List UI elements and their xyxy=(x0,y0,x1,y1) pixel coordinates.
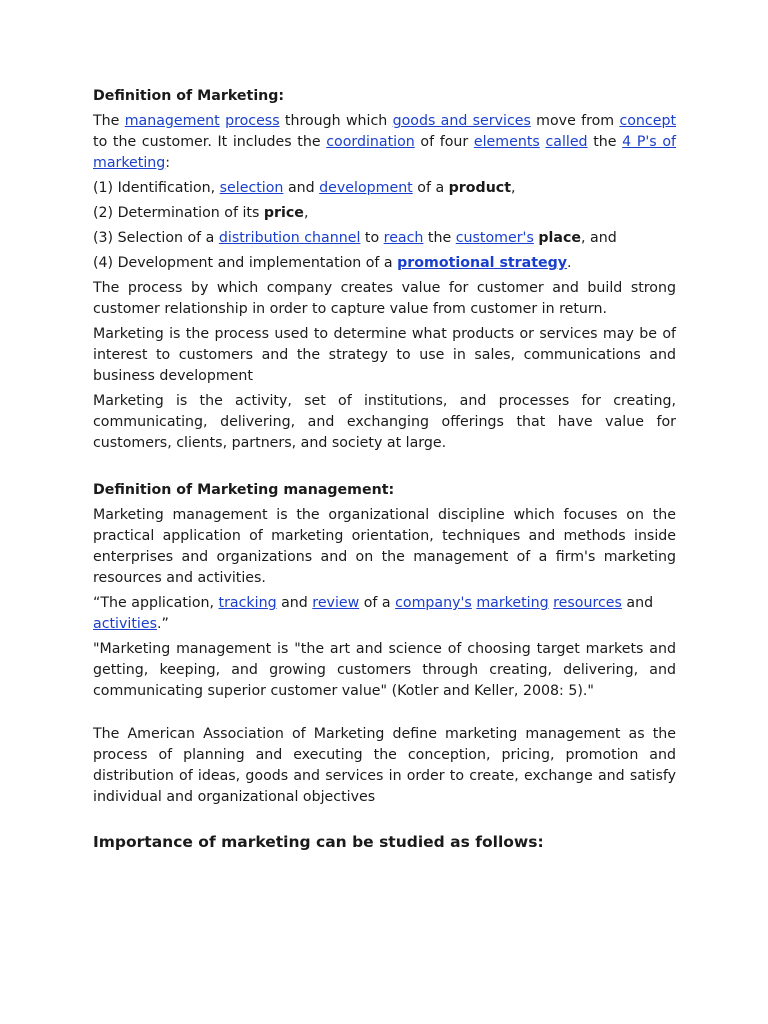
paragraph-process-used: Marketing is the process used to determine what products or services may be of interest to customers and the strategy to use in sales, communications and business development xyxy=(93,326,676,384)
text: , and xyxy=(580,230,617,246)
link-reach[interactable]: reach xyxy=(383,230,424,246)
section-heading-importance-of-marketing: Importance of marketing can be studied as follows: xyxy=(93,833,544,851)
spacer xyxy=(93,706,676,724)
text: of a xyxy=(412,180,449,196)
document-page xyxy=(93,86,676,857)
link-called[interactable]: called xyxy=(545,134,588,150)
text: (4) Development and implementation of a xyxy=(93,255,398,271)
bold-price: price xyxy=(263,205,304,221)
text: of a xyxy=(359,595,396,611)
link-goods-and-services[interactable]: goods and services xyxy=(392,113,531,129)
text: (1) Identification, xyxy=(93,180,220,196)
link-activities[interactable]: activities xyxy=(93,616,157,632)
link-distribution-channel[interactable]: distribution channel xyxy=(218,230,361,246)
link-promotional-strategy[interactable]: promotional strategy xyxy=(397,255,568,271)
link-coordination[interactable]: coordination xyxy=(326,134,415,150)
text: , xyxy=(303,205,309,221)
link-companys[interactable]: company's xyxy=(395,595,472,611)
text: . xyxy=(567,255,572,271)
paragraph-activity: Marketing is the activity, set of institutions, and processes for creating, communicating, delivering, and exchanging offerings that have value for customers, clients, partners, and society at large. xyxy=(93,393,676,451)
list-item-1 xyxy=(93,178,676,199)
text: the xyxy=(587,134,623,150)
link-customers[interactable]: customer's xyxy=(455,230,534,246)
text: the xyxy=(423,230,456,246)
text: and xyxy=(621,595,654,611)
section-heading-definition-of-marketing-management: Definition of Marketing management: xyxy=(93,482,395,498)
link-development[interactable]: development xyxy=(319,180,413,196)
list-item-4 xyxy=(93,253,676,274)
link-selection[interactable]: selection xyxy=(219,180,284,196)
bold-place: place xyxy=(538,230,581,246)
text: , xyxy=(511,180,516,196)
link-resources[interactable]: resources xyxy=(553,595,622,611)
paragraph-kotler-quote: "Marketing management is "the art and science of choosing target markets and getting, keeping, and growing customers through creating, delivering, and communicating superior customer value" (Kotler and Keller, 2008: 5)." xyxy=(93,641,676,699)
link-process[interactable]: process xyxy=(225,113,280,129)
list-item-3 xyxy=(93,228,676,249)
link-review[interactable]: review xyxy=(312,595,360,611)
text: (3) Selection of a xyxy=(93,230,219,246)
text: “The application, xyxy=(93,595,219,611)
spacer xyxy=(93,812,676,832)
text: .” xyxy=(156,616,169,632)
paragraph-marketing-definition xyxy=(93,111,676,174)
text: through which xyxy=(279,113,393,129)
text: : xyxy=(165,155,171,171)
text: The xyxy=(93,113,125,129)
paragraph-value-process: The process by which company creates value for customer and build strong customer relationship in order to capture value from customer in return. xyxy=(93,280,676,317)
paragraph-application-quote xyxy=(93,593,676,635)
text: to xyxy=(360,230,384,246)
link-elements[interactable]: elements xyxy=(473,134,540,150)
link-4-ps-of-marketing[interactable]: 4 P's of marketing xyxy=(93,134,676,171)
text: move from xyxy=(530,113,620,129)
link-marketing[interactable]: marketing xyxy=(476,595,549,611)
bold-product: product xyxy=(448,180,512,196)
text: of four xyxy=(414,134,474,150)
link-concept[interactable]: concept xyxy=(619,113,677,129)
list-item-2 xyxy=(93,203,676,224)
link-tracking[interactable]: tracking xyxy=(218,595,277,611)
section-heading-definition-of-marketing: Definition of Marketing: xyxy=(93,88,285,104)
spacer xyxy=(93,458,676,480)
text: to the customer. It includes the xyxy=(93,134,327,150)
paragraph-american-association: The American Association of Marketing define marketing management as the process of planning and executing the conception, pricing, promotion and distribution of ideas, goods and services in order to create, exchange and satisfy individual and organizational objectives xyxy=(93,726,676,805)
link-management[interactable]: management xyxy=(124,113,220,129)
text: (2) Determination of its xyxy=(93,205,264,221)
text: and xyxy=(276,595,313,611)
text: and xyxy=(283,180,320,196)
paragraph-organizational-discipline: Marketing management is the organizational discipline which focuses on the practical application of marketing orientation, techniques and methods inside enterprises and organizations and on the management of a firm's marketing resources and activities. xyxy=(93,507,676,586)
